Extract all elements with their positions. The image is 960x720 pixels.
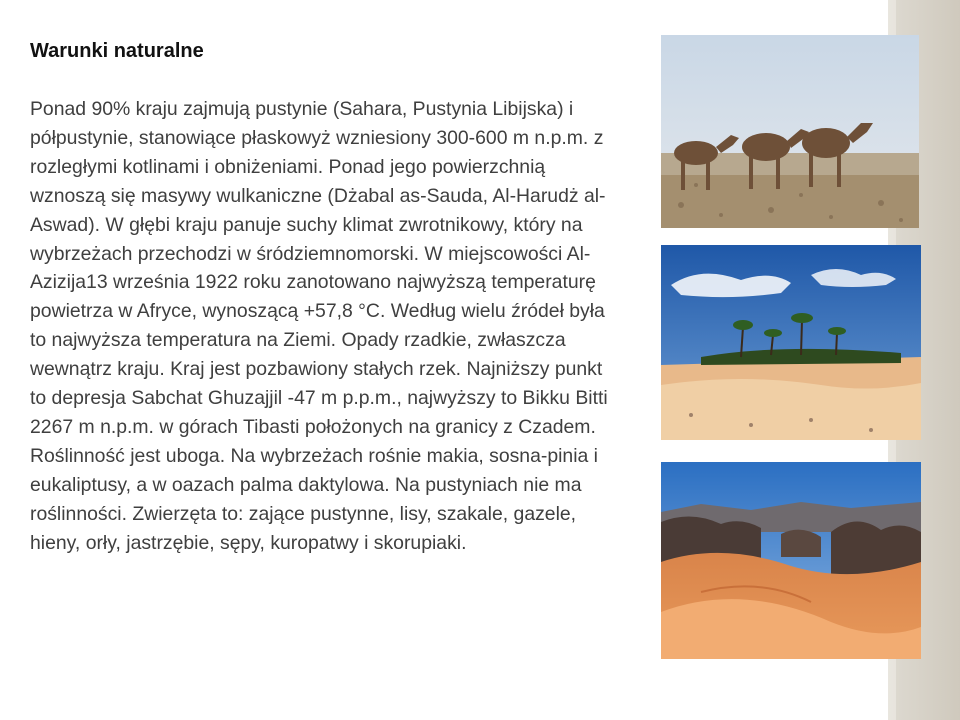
oasis-photo-icon <box>661 245 921 440</box>
slide-body-text: Ponad 90% kraju zajmują pustynie (Sahara, Pustynia Libijska) i półpustynie, stanowiące płaskowyż wzniesiony 300-600 m n.p.m. z rozległymi kotlinami i obniżeniami. Ponad jego powierzchnią wznoszą się masywy wulkaniczne (Dżabal as-Sauda, Al-Harudż al-Aswad). W głębi kraju panuje suchy klimat zwrotnikowy, który na wybrzeżach przechodzi w śródziemnomorski. W miejscowości Al-Azizija13 września 1922 roku zanotowano najwyższą temperaturę powietrza w Afryce, wynoszącą +57,8 °C. Według wielu źródeł była to najwyższa temperatura na Ziemi. Opady rzadkie, zwłaszcza wewnątrz kraju. Kraj jest pozbawiony stałych rzek. Najniższy punkt to depresja Sabchat Ghuzajjil -47 m p.p.m., najwyższy to Bikku Bitti 2267 m n.p.m. w górach Tibasti położonych na granicy z Czadem. Roślinność jest uboga. Na wybrzeżach rośnie makia, sosna-pinia i eukaliptusy, a w oazach palma daktylowa. Na pustyniach nie ma roślinności. Zwierzęta to: zające pustynne, lisy, szakale, gazele, hieny, orły, jastrzębie, sępy, kuropatwy i skorupiaki. <box>30 98 608 554</box>
slide-title: Warunki naturalne <box>30 40 204 62</box>
camels-photo-icon <box>661 35 919 228</box>
rock-formations-photo-icon <box>661 462 921 659</box>
